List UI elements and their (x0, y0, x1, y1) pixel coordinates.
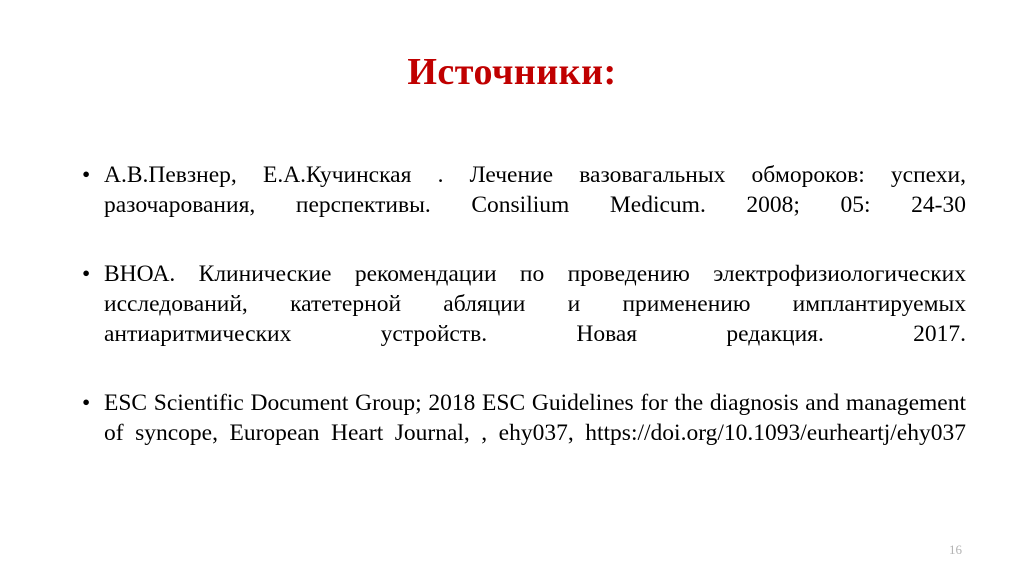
reference-1-text: А.В.Певзнер, Е.А.Кучинская . Лечение вазовагальных обмороков: успехи, разочарования, перспективы. Consilium Medicum. 2008; 05: 24-30 (104, 162, 966, 218)
bullet-icon: • (82, 162, 91, 188)
page-number: 16 (949, 542, 962, 557)
list-item (78, 259, 966, 379)
page-title: Источники: (407, 51, 617, 93)
reference-3-text: ESC Scientific Document Group; 2018 ESC Guidelines for the diagnosis and management of syncope, European Heart Journal, , ehy037, https://doi.org/10.1093/eurheartj/ehy037 (104, 390, 966, 446)
references-list (78, 160, 966, 478)
list-item (78, 160, 966, 250)
list-item (78, 388, 966, 478)
bullet-icon: • (82, 390, 91, 416)
reference-2-text: ВНОА. Клинические рекомендации по проведению электрофизиологических исследований, катетерной абляции и применению имплантируемых антиаритмических устройств. Новая редакция. 2017. (104, 261, 966, 347)
bullet-icon: • (82, 261, 91, 287)
